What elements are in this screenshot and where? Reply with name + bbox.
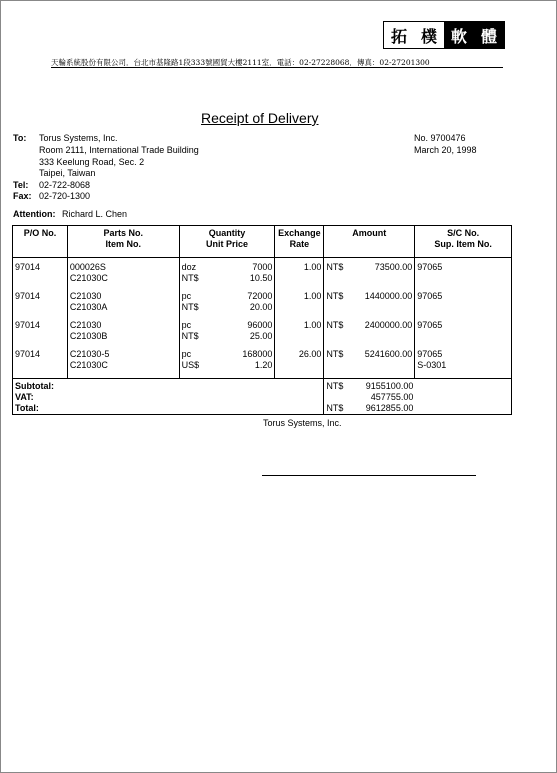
- list-item: 1.00: [303, 291, 322, 301]
- total-label: Total:: [15, 403, 39, 413]
- list-item: doz 7000 NT$ 10.50: [181, 262, 273, 283]
- header-parts: Parts No. Item No.: [67, 226, 179, 258]
- recipient-address-1: Room 2111, International Trade Building: [39, 145, 199, 155]
- signature-line: [262, 475, 476, 476]
- list-item: 1.00: [303, 320, 322, 330]
- list-item: 97065: [417, 291, 443, 301]
- list-item: NT$ 2400000.00: [326, 320, 413, 330]
- list-item: 26.00: [298, 349, 322, 359]
- list-item: 97014: [15, 262, 41, 272]
- quantity-column: [179, 258, 275, 379]
- total-currency: NT$: [326, 403, 344, 413]
- signature-company: Torus Systems, Inc.: [263, 418, 342, 428]
- list-item: C21030-5 C21030C: [69, 349, 110, 370]
- vat-value: 457755.00: [370, 392, 414, 402]
- header-exchange-rate: Exchange Rate: [275, 226, 324, 258]
- list-item: C21030 C21030A: [69, 291, 108, 312]
- header-sc: S/C No. Sup. Item No.: [415, 226, 512, 258]
- subtotal-value: 9155100.00: [365, 381, 414, 391]
- list-item: 97014: [15, 349, 41, 359]
- list-item: pc 168000 US$ 1.20: [181, 349, 273, 370]
- vat-label: VAT:: [15, 392, 34, 402]
- logo-char-1: 拓: [390, 26, 407, 46]
- to-label: To:: [13, 133, 27, 143]
- tel-value: 02-722-8068: [39, 180, 91, 190]
- logo-char-4: 體: [474, 22, 504, 48]
- list-item: NT$ 5241600.00: [326, 349, 413, 359]
- header-amount: Amount: [324, 226, 415, 258]
- parts-column: [67, 258, 179, 379]
- list-item: NT$ 73500.00: [326, 262, 413, 272]
- sc-column: [415, 258, 512, 379]
- list-item: 97014: [15, 320, 41, 330]
- subtotal-currency: NT$: [326, 381, 344, 391]
- fax-label: Fax:: [13, 191, 32, 201]
- document-date: March 20, 1998: [414, 145, 477, 155]
- logo-char-2: 樸: [420, 26, 437, 46]
- list-item: 000026S C21030C: [69, 262, 108, 283]
- total-value: 9612855.00: [365, 403, 414, 413]
- document-title: Receipt of Delivery: [201, 110, 319, 126]
- table-body-row: [13, 258, 512, 379]
- list-item: pc 72000 NT$ 20.00: [181, 291, 273, 312]
- totals-labels: [13, 379, 324, 415]
- list-item: 97065: [417, 320, 443, 330]
- list-item: NT$ 1440000.00: [326, 291, 413, 301]
- recipient-address-2: 333 Keelung Road, Sec. 2: [39, 157, 145, 167]
- list-item: C21030 C21030B: [69, 320, 108, 341]
- table-header-row: [13, 226, 512, 258]
- recipient-name: Torus Systems, Inc.: [39, 133, 118, 143]
- header-rule: [51, 67, 503, 68]
- logo-char-3: 軟: [444, 22, 474, 48]
- totals-values: [324, 379, 512, 415]
- list-item: 97065 S-0301: [417, 349, 447, 370]
- list-item: 97014: [15, 291, 41, 301]
- po-column: [13, 258, 68, 379]
- subtotal-label: Subtotal:: [15, 381, 54, 391]
- list-item: pc 96000 NT$ 25.00: [181, 320, 273, 341]
- company-logo: [383, 21, 505, 49]
- header-quantity: Quantity Unit Price: [179, 226, 275, 258]
- attention-value: Richard L. Chen: [62, 209, 128, 219]
- attention-label: Attention:: [13, 209, 56, 219]
- tel-label: Tel:: [13, 180, 29, 190]
- amount-column: [324, 258, 415, 379]
- company-address-line: 天輪系統股份有限公司．台北市基隆路1段333號國貿大樓2111室．電話：02-27228068．傳真：02-27201300: [51, 58, 430, 67]
- header-po: P/O No.: [13, 226, 68, 258]
- delivery-items-table: [12, 225, 512, 415]
- recipient-address-3: Taipei, Taiwan: [39, 168, 96, 178]
- totals-row: [13, 379, 512, 415]
- rate-column: [275, 258, 324, 379]
- list-item: 1.00: [303, 262, 322, 272]
- document-number: No. 9700476: [414, 133, 466, 143]
- list-item: 97065: [417, 262, 443, 272]
- fax-value: 02-720-1300: [39, 191, 91, 201]
